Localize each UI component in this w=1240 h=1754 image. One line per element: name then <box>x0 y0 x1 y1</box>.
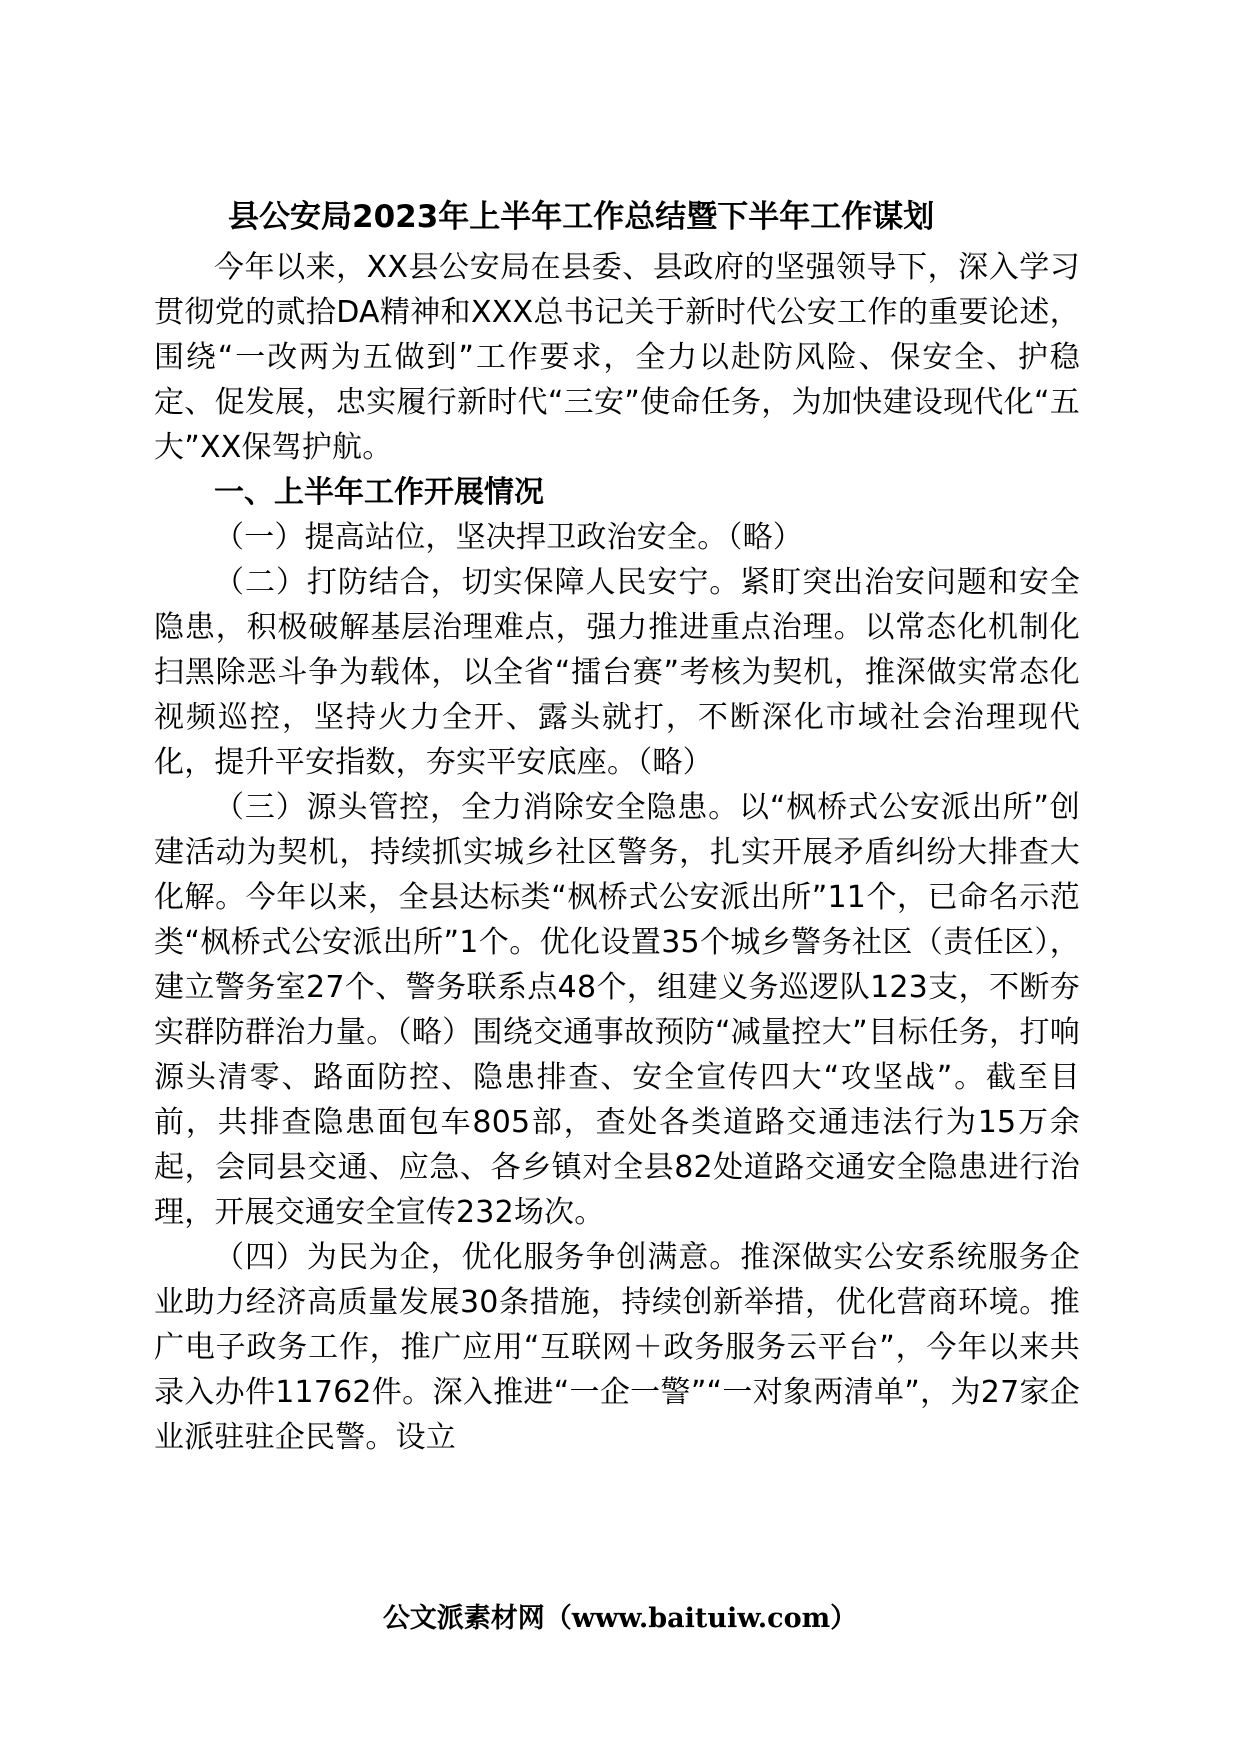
document-body <box>154 196 1080 1460</box>
document-title: 县公安局2023年上半年工作总结暨下半年工作谋划 <box>228 199 935 235</box>
item-1-paragraph: （一）提高站位，坚决捍卫政治安全。（略） <box>214 520 803 555</box>
item-3-paragraph: （三）源头管控，全力消除安全隐患。以“枫桥式公安派出所”创建活动为契机，持续抓实城乡社区警务，扎实开展矛盾纠纷大排查大化解。今年以来，全县达标类“枫桥式公安派出所”11个，已命名示范类“枫桥式公安派出所”1个。优化设置35个城乡警务社区（责任区），建立警务室27个、警务联系点48个，组建义务巡逻队123支，不断夯实群防群治力量。（略）围绕交通事故预防“减量控大”目标任务，打响源头清零、路面防控、隐患排查、安全宣传四大“攻坚战”。截至目前，共排查隐患面包车805部，查处各类道路交通违法行为15万余起，会同县交通、应急、各乡镇对全县82处道路交通安全隐患进行治理，开展交通安全宣传232场次。 <box>154 790 1080 1230</box>
item-4-paragraph: （四）为民为企，优化服务争创满意。推深做实公安系统服务企业助力经济高质量发展30条措施，持续创新举措，优化营商环境。推广电子政务工作，推广应用“互联网＋政务服务云平台”，今年以来共录入办件11762件。深入推进“一企一警”“一对象两清单”，为27家企业派驻驻企民警。设立 <box>154 1240 1080 1455</box>
page-footer: 公文派素材网（www.baituiw.com） <box>382 1603 858 1634</box>
section-heading: 一、上半年工作开展情况 <box>214 475 544 510</box>
intro-paragraph: 今年以来，XX县公安局在县委、县政府的坚强领导下，深入学习贯彻党的贰拾DA精神和XXX总书记关于新时代公安工作的重要论述，围绕“一改两为五做到”工作要求，全力以赴防风险、保安全、护稳定、促发展，忠实履行新时代“三安”使命任务，为加快建设现代化“五大”XX保驾护航。 <box>154 250 1080 465</box>
item-2-paragraph: （二）打防结合，切实保障人民安宁。紧盯突出治安问题和安全隐患，积极破解基层治理难点，强力推进重点治理。以常态化机制化扫黑除恶斗争为载体，以全省“擂台赛”考核为契机，推深做实常态化视频巡控，坚持火力全开、露头就打，不断深化市域社会治理现代化，提升平安指数，夯实平安底座。（略） <box>154 565 1080 780</box>
